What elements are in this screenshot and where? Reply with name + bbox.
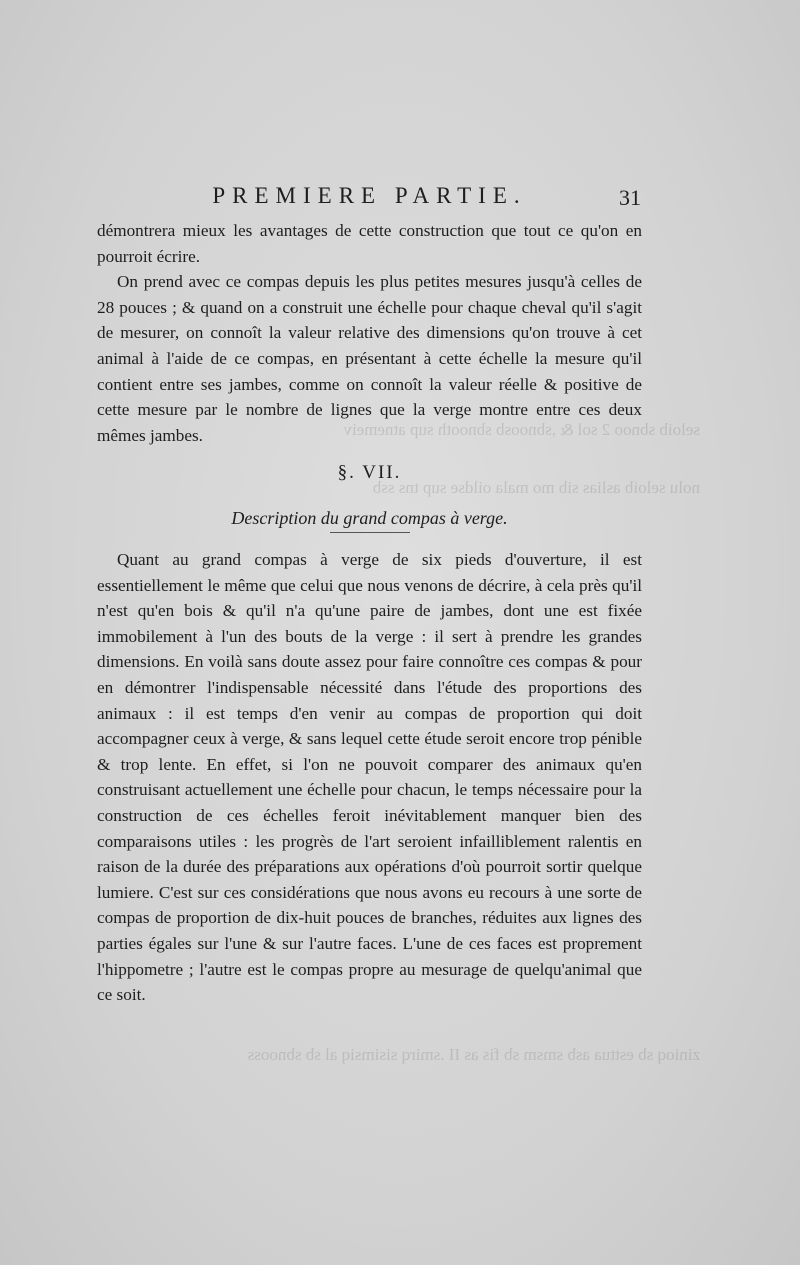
show-through-texture: nolu seloib aslias sib mo mala oildse sup tns ssb — [372, 478, 700, 497]
page-number: 31 — [619, 185, 641, 210]
paragraph: Quant au grand compas à verge de six pieds d'ouverture, il est essentiellement le même que celui que nous venons de décrire, à cela près qu'il n'est qu'en bois & qu'il n'a qu'une paire de jambes, dont une est fixée immobilement à l'un des bouts de la verge : il sert à prendre les grandes dimensions. En voilà sans doute assez pour faire connoître ces compas & pour en démontrer l'indispensable nécessité dans l'étude des proportions des animaux : il est temps d'en venir au compas de proportion qui doit accompagner ceux à verge, & sans lequel cette étude seroit encore trop pénible & trop lente. En effet, si l'on ne pouvoit comparer des animaux qu'en construisant actuellement une échelle pour chacun, le temps nécessaire pour la construction de ces échelles feroit inévitablement manquer bien des comparaisons utiles : les progrès de l'art seroient infailliblement ralentis en raison de la durée des préparations aux opérations d'où pourroit sortir quelque lumiere. C'est sur ces considérations que nous avons eu recours à une sorte de compas de proportion de dix-huit pouces de branches, réduites aux lignes des parties égales sur l'une & sur l'autre faces. L'une de ces faces est proprement l'hippometre ; l'autre est le compas propre au mesurage de quelqu'animal que ce soit. — [97, 550, 642, 1005]
show-through-texture: zinioq sb esttua asb smsm sb fis as II .smirq sisimsiq al sb sbnooss — [247, 1045, 700, 1064]
section-number: §. VII. — [337, 462, 402, 483]
running-header: PREMIERE PARTIE. — [212, 183, 527, 208]
section-title: Description du grand compas à verge. — [97, 508, 642, 533]
show-through-texture: seloib sbnoo 2 sol & ,sbnoosb sbnooth sup atnemeiv — [343, 420, 700, 439]
paragraph: démontrera mieux les avantages de cette construction que tout ce qu'on en pourroit écrire. — [97, 221, 642, 266]
text-block-bottom — [97, 547, 642, 1008]
text-block-top — [97, 218, 642, 448]
paragraph: On prend avec ce compas depuis les plus petites mesures jusqu'à celles de 28 pouces ; & quand on a construit une échelle pour chaque cheval qu'il s'agit de mesurer, on connoît la valeur relative des dimensions qu'on trouve à cet animal à l'aide de ce compas, en présentant à cette échelle la mesure qu'il contient entre ses jambes, comme on connoît la valeur réelle & positive de cette mesure par le nombre de lignes que la verge montre entre ces deux mêmes jambes. — [97, 272, 642, 445]
